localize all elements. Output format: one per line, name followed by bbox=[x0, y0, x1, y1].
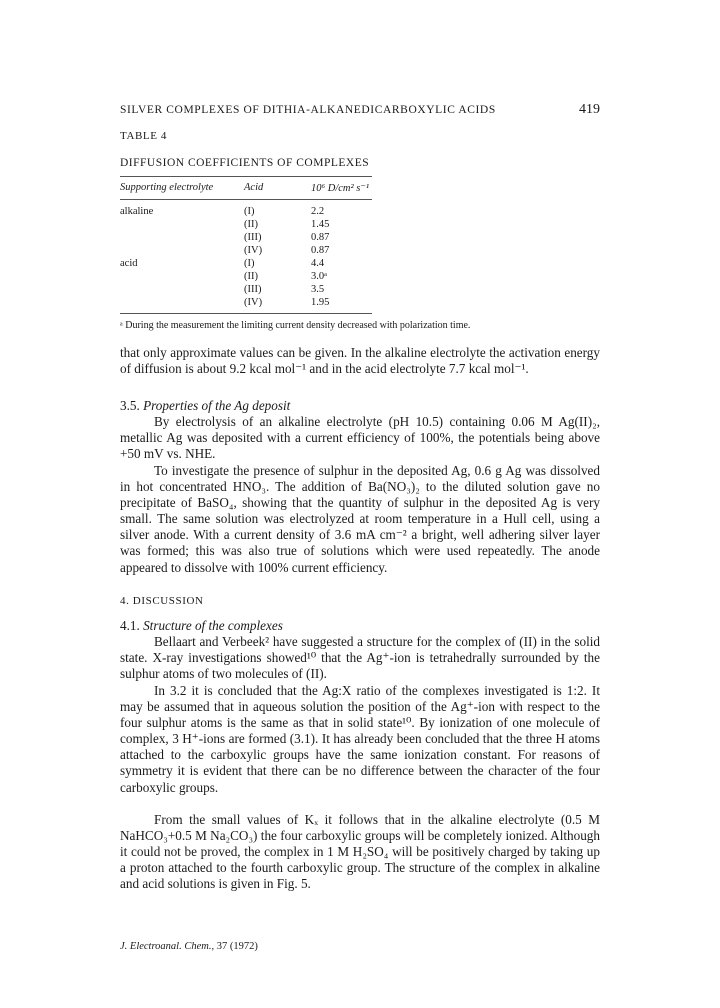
journal-volume: 37 (1972) bbox=[216, 941, 258, 952]
paragraph-ionization: From the small values of Kₓ it follows that in the alkaline electrolyte (0.5 M NaHCO₃+0.5 M Na₂CO₃) the four carboxylic groups will be completely ionized. Although it could not be proved, the complex in 1 M H₂SO₄ will be positively charged by taking up a proton attached to the fourth carboxylic group. The structure of the complex in alkaline and acid solutions is given in Fig. 5. bbox=[120, 812, 600, 892]
cell-value: 0.87 bbox=[311, 232, 330, 243]
table-row bbox=[0, 284, 720, 296]
table-header-acid: Acid bbox=[244, 182, 264, 193]
table-row bbox=[0, 219, 720, 231]
table-title: DIFFUSION COEFFICIENTS OF COMPLEXES bbox=[120, 157, 370, 169]
cell-acid: (III) bbox=[244, 284, 262, 295]
journal-name: J. Electroanal. Chem., bbox=[120, 941, 215, 952]
table-row bbox=[0, 258, 720, 270]
cell-electrolyte: alkaline bbox=[120, 206, 154, 217]
cell-acid: (III) bbox=[244, 232, 262, 243]
cell-value: 1.95 bbox=[311, 297, 330, 308]
table-row bbox=[0, 297, 720, 309]
table-footnote: ᵃ During the measurement the limiting current density decreased with polarization time. bbox=[120, 320, 471, 331]
table-header-rule bbox=[120, 199, 372, 200]
page-number: 419 bbox=[579, 102, 600, 117]
cell-value: 4.4 bbox=[311, 258, 325, 269]
cell-acid: (IV) bbox=[244, 297, 263, 308]
cell-value: 3.0ᵃ bbox=[311, 271, 327, 282]
cell-electrolyte: acid bbox=[120, 258, 138, 269]
cell-acid: (I) bbox=[244, 258, 255, 269]
paragraph-electrolysis: By electrolysis of an alkaline electrolyte (pH 10.5) containing 0.06 M Ag(II)₂, metallic Ag was deposited with a current efficiency of 100%, the potentials being above +50 mV vs. NHE. bbox=[120, 414, 600, 462]
cell-value: 1.45 bbox=[311, 219, 330, 230]
table-bottom-rule bbox=[120, 313, 372, 314]
journal-footer bbox=[120, 941, 258, 952]
table-row bbox=[0, 232, 720, 244]
paragraph-sulphur-test: To investigate the presence of sulphur in the deposited Ag, 0.6 g Ag was dissolved in hot concentrated HNO₃. The addition of Ba(NO₃)₂ to the diluted solution gave no precipitate of BaSO₄, showing that the quantity of sulphur in the deposited Ag is very small. The same solution was electrolyzed at room temperature in a Hull cell, using a silver anode. With a current density of 3.6 mA cm⁻² a bright, well adhering silver layer was formed; this was also true of solutions which were used repeatedly. The anode appeared to dissolve with 100% current efficiency. bbox=[120, 463, 600, 575]
section-number: 4.1. bbox=[120, 618, 140, 633]
table-row bbox=[0, 206, 720, 218]
section-number: 3.5. bbox=[120, 398, 140, 413]
section-title: Properties of the Ag deposit bbox=[143, 398, 291, 413]
paragraph-ratio: In 3.2 it is concluded that the Ag:X ratio of the complexes investigated is 1:2. It may be assumed that in aqueous solution the position of the Ag⁺-ion with respect to the four sulphur atoms is the same as that in solid state¹⁰. By ionization of one molecule of complex, 3 H⁺-ions are formed (3.1). It has already been concluded that the three H atoms attached to the carboxylic groups have the same ionization constant. For reasons of symmetry it is evident that there can be no difference between the character of the four carboxylic groups. bbox=[120, 683, 600, 795]
table-header-electrolyte: Supporting electrolyte bbox=[120, 182, 214, 193]
table-label: TABLE 4 bbox=[120, 130, 168, 142]
cell-value: 0.87 bbox=[311, 245, 330, 256]
cell-value: 3.5 bbox=[311, 284, 325, 295]
section-title: Structure of the complexes bbox=[143, 618, 283, 633]
cell-acid: (IV) bbox=[244, 245, 263, 256]
cell-value: 2.2 bbox=[311, 206, 325, 217]
table-top-rule bbox=[120, 176, 372, 177]
paragraph-activation-energy: that only approximate values can be given. In the alkaline electrolyte the activation energy of diffusion is about 9.2 kcal mol⁻¹ and in the acid electrolyte 7.7 kcal mol⁻¹. bbox=[120, 345, 600, 377]
table-header-diffusion: 10⁶ D/cm² s⁻¹ bbox=[311, 183, 370, 194]
running-head-title: SILVER COMPLEXES OF DITHIA-ALKANEDICARBOXYLIC ACIDS bbox=[120, 104, 496, 116]
cell-acid: (II) bbox=[244, 219, 258, 230]
section-heading-3-5 bbox=[120, 398, 290, 414]
section-heading-4-1 bbox=[120, 618, 283, 634]
cell-acid: (I) bbox=[244, 206, 255, 217]
paragraph-structure: Bellaart and Verbeek² have suggested a structure for the complex of (II) in the solid state. X-ray investigations showed¹⁰ that the Ag⁺-ion is tetrahedrally surrounded by the sulphur atoms of two molecules of (II). bbox=[120, 634, 600, 682]
table-row bbox=[0, 245, 720, 257]
cell-acid: (II) bbox=[244, 271, 258, 282]
section-heading-discussion: 4. DISCUSSION bbox=[120, 595, 204, 607]
table-row bbox=[0, 271, 720, 283]
